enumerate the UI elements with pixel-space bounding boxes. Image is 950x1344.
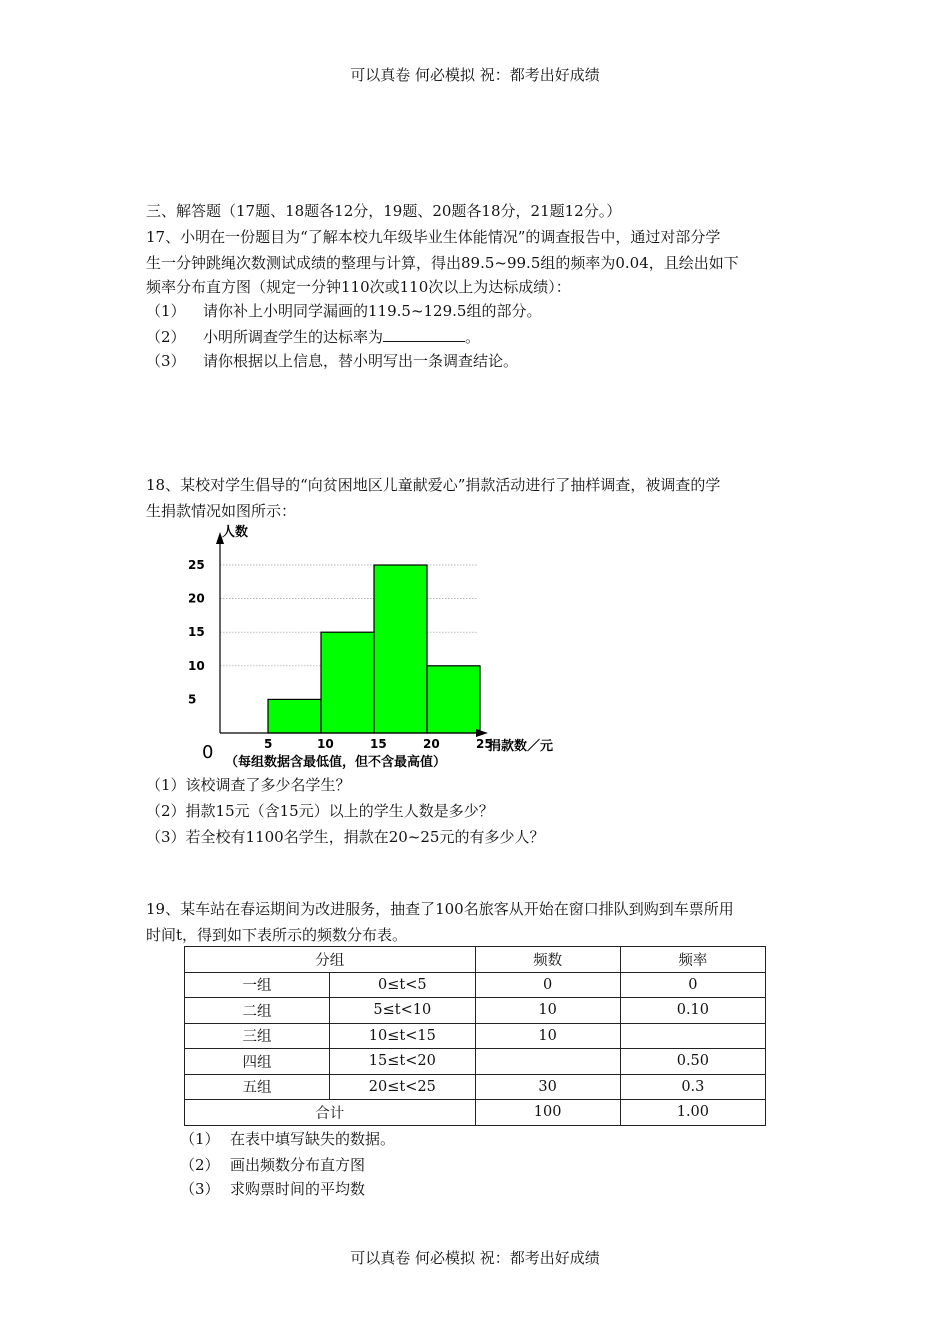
q17-sub1-num: （1） [146, 302, 186, 320]
y-tick-label: 25 [188, 558, 205, 572]
q17-line-3: 频率分布直方图（规定一分钟110次或110次以上为达标成绩）： [146, 278, 571, 296]
section-title: 三、解答题（17题、18题各12分，19题、20题各18分，21题12分。） [146, 202, 622, 220]
cell-interval: 0≤t<5 [330, 972, 475, 998]
q17-line-1: 17、小明在一份题目为“了解本校九年级毕业生体能情况”的调查报告中，通过对部分学 [146, 228, 721, 246]
cell-frequency[interactable]: 0.3 [620, 1074, 765, 1100]
q19-sub3-num: （3） [180, 1180, 220, 1198]
q17-sub3-text: 请你根据以上信息，替小明写出一条调查结论。 [203, 352, 519, 370]
x-axis-label: 捐款数／元 [488, 739, 554, 754]
q18-sub3: （3）若全校有1100名学生，捐款在20~25元的有多少人？ [146, 828, 545, 846]
y-axis-label: 人数 [222, 525, 249, 540]
chart-bars [268, 565, 480, 733]
cell-group: 二组 [185, 998, 330, 1024]
table-row [185, 1049, 766, 1075]
table-row [185, 998, 766, 1024]
cell-interval: 5≤t<10 [330, 998, 475, 1024]
q19-line-2: 时间t，得到如下表所示的频数分布表。 [146, 926, 408, 944]
histogram-bar [427, 666, 480, 733]
x-tick-label: 20 [423, 737, 440, 751]
table-row [185, 1074, 766, 1100]
q18-line-1: 18、某校对学生倡导的“向贫困地区儿童献爱心”捐款活动进行了抽样调查，被调查的学 [146, 476, 721, 494]
page-header: 可以真卷 何必模拟 祝：都考出好成绩 [350, 66, 600, 84]
y-tick-label: 5 [188, 692, 197, 707]
histogram-bar [374, 565, 427, 733]
q19-sub1-text: 在表中填写缺失的数据。 [230, 1130, 396, 1148]
table-row [185, 972, 766, 998]
x-tick-label: 15 [370, 737, 387, 751]
x-tick-label: 25 [476, 737, 493, 751]
x-axis-arrow [476, 729, 488, 737]
q17-sub2 [203, 326, 480, 348]
q17-sub1-text: 请你补上小明同学漏画的119.5~129.5组的部分。 [203, 302, 542, 320]
origin-label: 0 [202, 742, 214, 763]
cell-frequency[interactable] [620, 1023, 765, 1049]
y-tick-label: 10 [188, 658, 205, 673]
cell-total-label: 合计 [185, 1100, 476, 1126]
histogram-bar [321, 632, 374, 733]
cell-frequency[interactable]: 0.50 [620, 1049, 765, 1075]
answer-blank[interactable] [383, 327, 465, 342]
q18-sub2: （2）捐款15元（含15元）以上的学生人数是多少？ [146, 802, 494, 820]
cell-total-count: 100 [475, 1100, 620, 1126]
cell-group: 四组 [185, 1049, 330, 1075]
table-row [185, 1023, 766, 1049]
q17-sub2-num: （2） [146, 328, 186, 346]
cell-group: 一组 [185, 972, 330, 998]
table-total-row [185, 1100, 766, 1126]
x-tick-labels [264, 737, 493, 751]
header-frequency: 频率 [620, 947, 765, 973]
cell-interval: 15≤t<20 [330, 1049, 475, 1075]
header-count: 频数 [475, 947, 620, 973]
cell-frequency[interactable]: 0 [620, 972, 765, 998]
y-tick-label: 20 [188, 591, 205, 606]
cell-interval: 20≤t<25 [330, 1074, 475, 1100]
page-footer: 可以真卷 何必模拟 祝：都考出好成绩 [350, 1249, 600, 1267]
q17-sub2-end: 。 [465, 328, 481, 346]
q17-sub3-num: （3） [146, 352, 186, 370]
q18-sub1: （1）该校调查了多少名学生？ [146, 776, 351, 794]
histogram-bar [268, 699, 321, 733]
q17-sub2-text: 小明所调查学生的达标率为 [203, 328, 384, 346]
y-tick-label: 15 [188, 625, 205, 640]
table-header-row [185, 947, 766, 973]
q18-line-2: 生捐款情况如图所示： [146, 502, 297, 520]
cell-count[interactable]: 0 [475, 972, 620, 998]
q19-sub2-text: 画出频数分布直方图 [230, 1156, 366, 1174]
cell-count[interactable] [475, 1049, 620, 1075]
q17-line-2: 生一分钟跳绳次数测试成绩的整理与计算，得出89.5~99.5组的频率为0.04，且绘出如下 [146, 254, 739, 272]
cell-total-frequency: 1.00 [620, 1100, 765, 1126]
cell-count[interactable]: 30 [475, 1074, 620, 1100]
x-tick-label: 5 [264, 737, 273, 751]
cell-group: 三组 [185, 1023, 330, 1049]
cell-count[interactable]: 10 [475, 998, 620, 1024]
cell-frequency[interactable]: 0.10 [620, 998, 765, 1024]
x-tick-label: 10 [317, 737, 334, 751]
chart-note: （每组数据含最低值，但不含最高值） [225, 755, 447, 770]
y-tick-labels [188, 558, 205, 706]
q19-line-1: 19、某车站在春运期间为改进服务，抽查了100名旅客从开始在窗口排队到购到车票所用 [146, 900, 734, 918]
frequency-table [184, 946, 766, 1126]
cell-count[interactable]: 10 [475, 1023, 620, 1049]
donation-histogram [180, 518, 570, 774]
q19-sub3-text: 求购票时间的平均数 [230, 1180, 366, 1198]
q19-sub1-num: （1） [180, 1130, 220, 1148]
cell-interval: 10≤t<15 [330, 1023, 475, 1049]
q19-sub2-num: （2） [180, 1156, 220, 1174]
cell-group: 五组 [185, 1074, 330, 1100]
header-group: 分组 [185, 947, 476, 973]
